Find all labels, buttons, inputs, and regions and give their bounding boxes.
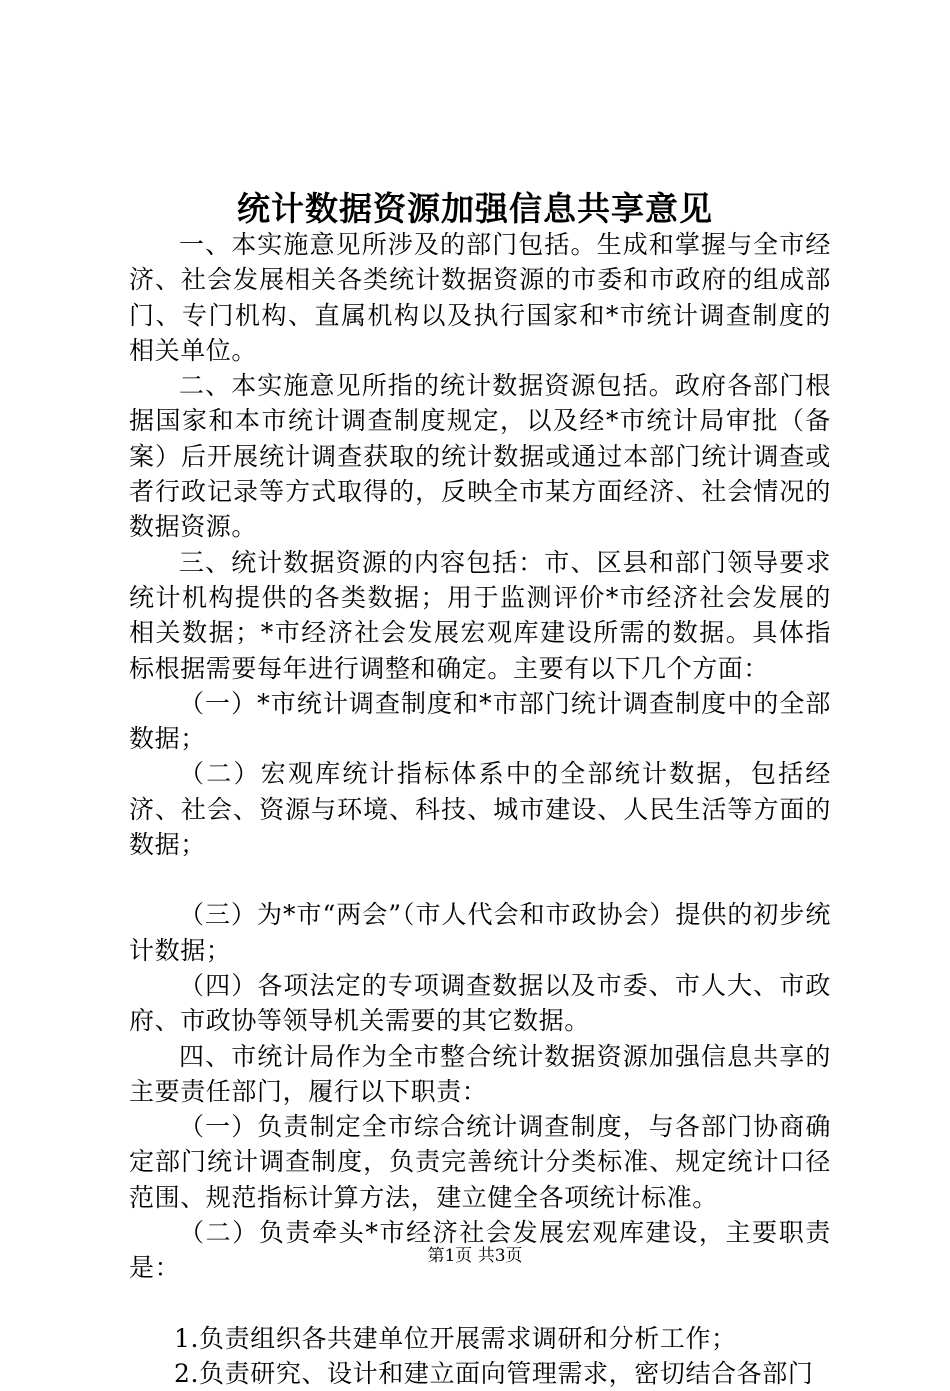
- paragraph-item-1: （一）*市统计调查制度和*市部门统计调查制度中的全部数据；: [129, 688, 831, 754]
- paragraph-scope-departments: 一、本实施意见所涉及的部门包括。生成和掌握与全市经济、社会发展相关各类统计数据资源的市委和市政府的组成部门、专门机构、直属机构以及执行国家和*市统计调查制度的相关单位。: [129, 230, 831, 365]
- paragraph-duty-1: （一）负责制定全市综合统计调查制度，与各部门协商确定部门统计调查制度，负责完善统计分类标准、规定统计口径范围、规范指标计算方法，建立健全各项统计标准。: [129, 1112, 831, 1212]
- list-item-1: 1.负责组织各共建单位开展需求调研和分析工作；: [174, 1323, 737, 1353]
- paragraph-duty-2: （二）负责牵头*市经济社会发展宏观库建设，主要职责是：: [129, 1218, 831, 1283]
- paragraph-item-4: （四）各项法定的专项调查数据以及市委、市人大、市政府、市政协等领导机关需要的其它数据。: [129, 970, 831, 1036]
- document-title: 统计数据资源加强信息共享意见: [237, 189, 713, 228]
- paragraph-scope-data: 二、本实施意见所指的统计数据资源包括。政府各部门根据国家和本市统计调查制度规定，以及经*市统计局审批（备案）后开展统计调查获取的统计数据或通过本部门统计调查或者行政记录等方式取得的，反映全市某方面经济、社会情况的数据资源。: [129, 371, 831, 542]
- list-item-2: 2.负责研究、设计和建立面向管理需求，密切结合各部门: [174, 1358, 814, 1388]
- document-body: [129, 227, 831, 1391]
- paragraph-item-3: （三）为*市“两会”（市人代会和市政协会）提供的初步统计数据；: [129, 900, 831, 965]
- paragraph-data-content: 三、统计数据资源的内容包括：市、区县和部门领导要求统计机构提供的各类数据；用于监测评价*市经济社会发展的相关数据；*市经济社会发展宏观库建设所需的数据。具体指标根据需要每年进行调整和确定。主要有以下几个方面：: [129, 547, 831, 683]
- page-footer: 第1页 共3页: [427, 1246, 523, 1266]
- paragraph-item-2: （二）宏观库统计指标体系中的全部统计数据，包括经济、社会、资源与环境、科技、城市建设、人民生活等方面的数据；: [129, 759, 831, 860]
- paragraph-responsibilities: 四、市统计局作为全市整合统计数据资源加强信息共享的主要责任部门，履行以下职责：: [129, 1041, 831, 1106]
